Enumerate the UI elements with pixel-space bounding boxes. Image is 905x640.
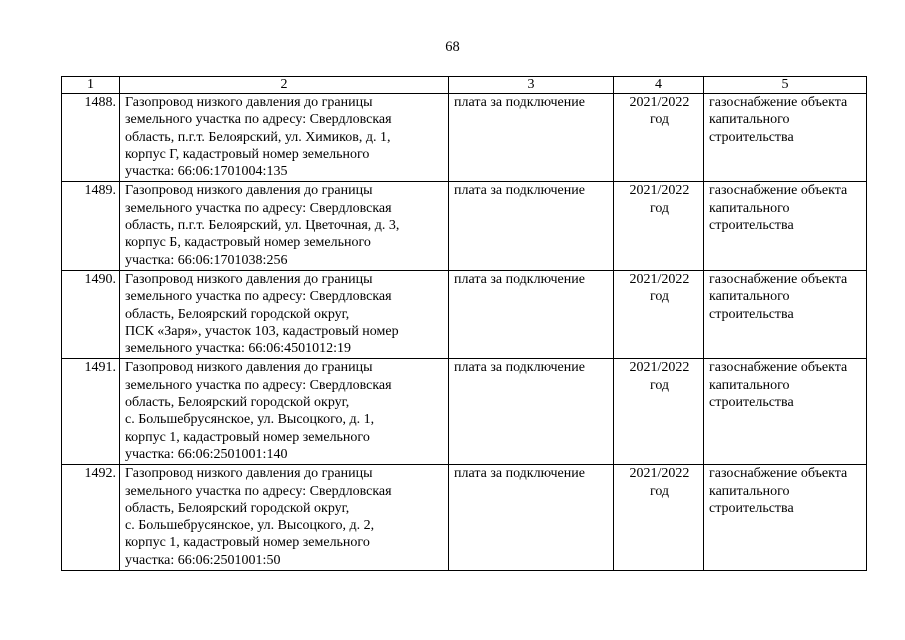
period-line: 2021/2022 — [629, 183, 690, 199]
purpose — [704, 359, 867, 465]
period-line: год — [649, 483, 670, 499]
description-line: корпус Б, кадастровый номер земельного — [125, 235, 371, 251]
period-line: 2021/2022 — [629, 95, 690, 110]
description-line: область, Белоярский городской округ, — [125, 306, 350, 322]
table-row — [62, 465, 867, 571]
description-line: Газопровод низкого давления до границы — [125, 466, 373, 482]
purpose-line: строительства — [709, 500, 794, 516]
column-header: 2 — [120, 77, 449, 94]
table-header-row — [62, 77, 867, 94]
table-row — [62, 94, 867, 182]
description-line: область, п.г.т. Белоярский, ул. Химиков, д. 1, — [125, 129, 391, 145]
purpose-line: капитального — [709, 200, 790, 216]
description-line: корпус Г, кадастровый номер земельного — [125, 146, 370, 162]
row-number: 1490. — [62, 270, 120, 358]
page-number: 68 — [445, 39, 460, 55]
purpose-line: газоснабжение объекта — [709, 271, 848, 287]
table-row — [62, 359, 867, 465]
purpose-line: строительства — [709, 395, 794, 411]
description-line: область, Белоярский городской округ, — [125, 500, 350, 516]
description-line: участка: 66:06:1701004:135 — [125, 164, 288, 180]
object-description — [120, 359, 449, 465]
fee-type: плата за подключение — [449, 94, 614, 182]
period — [614, 465, 704, 571]
object-description — [120, 270, 449, 358]
description-line: Газопровод низкого давления до границы — [125, 360, 373, 376]
table-row — [62, 182, 867, 270]
description-line: земельного участка по адресу: Свердловская — [125, 112, 392, 128]
description-line: Газопровод низкого давления до границы — [125, 271, 373, 287]
period-line: 2021/2022 — [629, 271, 690, 287]
period — [614, 182, 704, 270]
purpose — [704, 182, 867, 270]
period-line: год — [649, 200, 670, 216]
column-header: 1 — [62, 77, 120, 94]
description-line: ПСК «Заря», участок 103, кадастровый номер — [125, 323, 399, 339]
data-table — [61, 76, 867, 571]
description-line: земельного участка по адресу: Свердловская — [125, 289, 392, 305]
description-line: земельного участка: 66:06:4501012:19 — [125, 341, 352, 357]
period-line: год — [649, 112, 670, 128]
purpose-line: газоснабжение объекта — [709, 95, 848, 110]
description-line: корпус 1, кадастровый номер земельного — [125, 429, 370, 445]
purpose-line: капитального — [709, 112, 790, 128]
description-line: участка: 66:06:1701038:256 — [125, 252, 288, 268]
row-number: 1489. — [62, 182, 120, 270]
description-line: Газопровод низкого давления до границы — [125, 183, 373, 199]
purpose-line: строительства — [709, 306, 794, 322]
description-line: участка: 66:06:2501001:50 — [125, 552, 281, 568]
purpose-line: капитального — [709, 377, 790, 393]
purpose-line: капитального — [709, 483, 790, 499]
fee-type: плата за подключение — [449, 359, 614, 465]
purpose-line: строительства — [709, 129, 794, 145]
object-description — [120, 182, 449, 270]
fee-type: плата за подключение — [449, 182, 614, 270]
column-header: 5 — [704, 77, 867, 94]
row-number: 1491. — [62, 359, 120, 465]
description-line: земельного участка по адресу: Свердловская — [125, 200, 392, 216]
column-header: 4 — [614, 77, 704, 94]
table-row — [62, 270, 867, 358]
object-description — [120, 465, 449, 571]
purpose — [704, 270, 867, 358]
description-line: область, п.г.т. Белоярский, ул. Цветочная, д. 3, — [125, 218, 400, 234]
purpose-line: строительства — [709, 218, 794, 234]
purpose — [704, 465, 867, 571]
period — [614, 270, 704, 358]
fee-type: плата за подключение — [449, 465, 614, 571]
row-number: 1492. — [62, 465, 120, 571]
period-line: год — [649, 377, 670, 393]
description-line: участка: 66:06:2501001:140 — [125, 446, 288, 462]
purpose — [704, 94, 867, 182]
period-line: год — [649, 289, 670, 305]
period-line: 2021/2022 — [629, 466, 690, 482]
purpose-line: газоснабжение объекта — [709, 466, 848, 482]
description-line: корпус 1, кадастровый номер земельного — [125, 535, 370, 551]
description-line: земельного участка по адресу: Свердловская — [125, 377, 392, 393]
column-header: 3 — [449, 77, 614, 94]
fee-type: плата за подключение — [449, 270, 614, 358]
purpose-line: газоснабжение объекта — [709, 360, 848, 376]
row-number: 1488. — [62, 94, 120, 182]
period-line: 2021/2022 — [629, 360, 690, 376]
object-description — [120, 94, 449, 182]
description-line: Газопровод низкого давления до границы — [125, 95, 373, 110]
period — [614, 359, 704, 465]
purpose-line: газоснабжение объекта — [709, 183, 848, 199]
purpose-line: капитального — [709, 289, 790, 305]
description-line: земельного участка по адресу: Свердловская — [125, 483, 392, 499]
description-line: область, Белоярский городской округ, — [125, 395, 350, 411]
description-line: с. Большебрусянское, ул. Высоцкого, д. 1, — [125, 412, 375, 428]
period — [614, 94, 704, 182]
description-line: с. Большебрусянское, ул. Высоцкого, д. 2, — [125, 518, 375, 534]
